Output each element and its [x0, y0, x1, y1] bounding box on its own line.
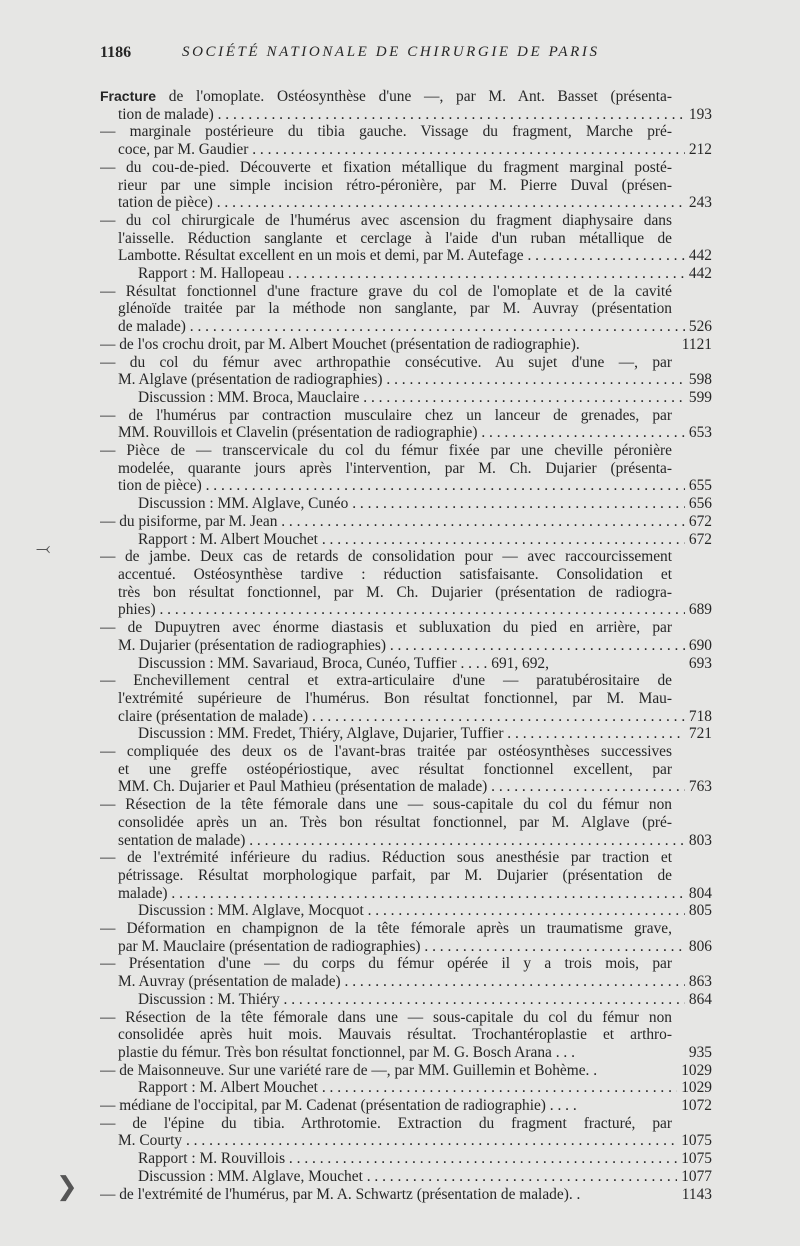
page-header: [100, 44, 710, 68]
index-line-text: — de l'épine du tibia. Arthrotomie. Extraction du fragment fracturé, par: [100, 1114, 672, 1132]
index-line-text: — du cou-de-pied. Découverte et fixation métallique du fragment marginal posté-: [100, 158, 672, 176]
index-line-text: — de l'humérus par contraction musculaire chez un lanceur de grenades, par: [100, 406, 672, 424]
index-line: [100, 1150, 712, 1168]
index-line-text: très bon résultat fonctionnel, par M. Ch. Dujarier (présentation de radiogra-: [118, 583, 672, 601]
index-line: [100, 460, 712, 478]
index-line-text: M. Courty: [118, 1132, 183, 1150]
page-reference: 599: [685, 389, 712, 407]
index-line: [100, 1132, 712, 1150]
index-line: [100, 867, 712, 885]
page-reference: 1075: [677, 1150, 712, 1168]
index-line-text: Rapport : M. Albert Mouchet: [138, 1079, 318, 1097]
index-line-text: Discussion : M. Thiéry: [138, 990, 280, 1008]
index-line: [100, 513, 712, 531]
index-line: [100, 761, 712, 779]
index-line-text: pétrissage. Résultat morphologique parfait, par M. Dujarier (présentation de: [118, 866, 672, 884]
index-line: [100, 123, 712, 141]
index-line: [100, 442, 712, 460]
index-line-text: l'aisselle. Réduction sanglante et cerclage à l'aide d'un ruban métallique de: [118, 229, 672, 247]
index-line: [100, 796, 712, 814]
index-line: [100, 212, 712, 230]
index-line: [100, 814, 712, 832]
page-reference: 653: [685, 424, 712, 442]
index-line-text: MM. Ch. Dujarier et Paul Mathieu (présentation de malade): [118, 778, 488, 796]
index-line: [100, 141, 712, 159]
page-reference: 1121: [678, 336, 712, 354]
index-line-text: tion de pièce): [118, 477, 202, 495]
index-line-text: Discussion : MM. Savariaud, Broca, Cunéo, Tuffier . . . . 691, 692,: [138, 654, 549, 672]
index-line-text: Lambotte. Résultat excellent en un mois et demi, par M. Autefage: [118, 247, 524, 265]
index-line: [100, 902, 712, 920]
index-line-text: Discussion : MM. Alglave, Mocquot: [138, 902, 364, 920]
index-line: [100, 300, 712, 318]
index-line: [100, 1009, 712, 1027]
index-line-text: — de Dupuytren avec énorme diastasis et subluxation du pied en arrière, par: [100, 619, 672, 637]
page-reference: 212: [685, 141, 712, 159]
index-line-text: malade): [118, 884, 168, 902]
index-line-text: l'extrémité supérieure de l'humérus. Bon résultat fonctionnel, par M. Mau-: [118, 689, 672, 707]
index-line-text: — de l'extrémité de l'humérus, par M. A. Schwartz (présentation de malade). .: [100, 1185, 581, 1203]
page-reference: 655: [685, 477, 712, 495]
index-line: [100, 1115, 712, 1133]
index-line-text: Rapport : M. Albert Mouchet: [138, 530, 318, 548]
index-line-text: Rapport : M. Rouvillois: [138, 1150, 286, 1168]
index-line: [100, 354, 712, 372]
index-line-text: coce, par M. Gaudier: [118, 141, 249, 159]
index-line-text: — de Maisonneuve. Sur une variété rare de —, par MM. Guillemin et Bohème. .: [100, 1061, 598, 1079]
index-line: [100, 265, 712, 283]
index-heading-word: Fracture: [100, 88, 157, 104]
index-line: [100, 477, 712, 495]
index-line: [100, 159, 712, 177]
index-line-text: — Déformation en champignon de la tête fémorale après un traumatisme grave,: [100, 920, 672, 938]
index-line: [100, 690, 712, 708]
page-reference: 442: [685, 265, 712, 283]
page-reference: 193: [685, 106, 712, 124]
index-line: [100, 938, 712, 956]
index-line-text: sentation de malade): [118, 831, 246, 849]
index-line: [100, 1062, 712, 1080]
page-reference: 656: [685, 495, 712, 513]
index-line-text: — du col chirurgicale de l'humérus avec ascension du fragment diaphysaire dans: [100, 211, 672, 229]
index-line-text: — Résection de la tête fémorale dans une — sous-capitale du col du fémur non: [100, 1008, 672, 1026]
margin-bottom-mark: ❯: [56, 1172, 78, 1202]
index-line-text: MM. Rouvillois et Clavelin (présentation de radiographie): [118, 424, 478, 442]
index-line-text: accentué. Ostéosynthèse tardive : réduction satisfaisante. Consolidation et: [118, 565, 672, 583]
index-line: [100, 548, 712, 566]
index-line: [100, 619, 712, 637]
index-line: [100, 991, 712, 1009]
index-line-text: claire (présentation de malade): [118, 707, 309, 725]
index-line: [100, 1097, 712, 1115]
index-line: [100, 708, 712, 726]
index-line: [100, 725, 712, 743]
index-line-text: M. Auvray (présentation de malade): [118, 973, 341, 991]
page-reference: 693: [685, 655, 712, 673]
index-line-text: Discussion : MM. Alglave, Mouchet: [138, 1167, 363, 1185]
page-reference: 690: [685, 637, 712, 655]
page-reference: 806: [685, 938, 712, 956]
page-reference: 763: [685, 778, 712, 796]
index-line: [100, 495, 712, 513]
page-reference: 1077: [677, 1168, 712, 1186]
index-line: [100, 955, 712, 973]
index-line-text: — Résultat fonctionnel d'une fracture grave du col de l'omoplate et de la cavité: [100, 282, 672, 300]
index-line: [100, 1044, 712, 1062]
index-line-text: M. Dujarier (présentation de radiographies): [118, 636, 386, 654]
page-reference: 1075: [677, 1132, 712, 1150]
page-reference: 442: [685, 247, 712, 265]
index-line: [100, 106, 712, 124]
page-reference: 1029: [677, 1079, 712, 1097]
page-reference: 243: [685, 194, 712, 212]
page-reference: 526: [685, 318, 712, 336]
index-line-text: — du col du fémur avec arthropathie consécutive. Au sujet d'une —, par: [100, 353, 672, 371]
index-line: [100, 1168, 712, 1186]
page-number: 1186: [100, 44, 132, 61]
index-line: [100, 247, 712, 265]
index-line-text: — Résection de la tête fémorale dans une — sous-capitale du col du fémur non: [100, 796, 672, 814]
page-reference: 689: [685, 601, 712, 619]
page-reference: 1072: [677, 1097, 712, 1115]
index-line-text: Discussion : MM. Fredet, Thiéry, Alglave, Dujarier, Tuffier: [138, 725, 504, 743]
page-reference: 864: [685, 991, 712, 1009]
index-line: [100, 973, 712, 991]
index-line: [100, 318, 712, 336]
index-line-text: modelée, quarante jours après l'intervention, par M. Ch. Dujarier (présenta-: [118, 459, 672, 477]
page-reference: 803: [685, 832, 712, 850]
index-line-text: Discussion : MM. Alglave, Cunéo: [138, 495, 349, 513]
index-line: [100, 424, 712, 442]
index-line: [100, 920, 712, 938]
page-reference: 718: [685, 708, 712, 726]
index-line: [100, 407, 712, 425]
index-line: [100, 371, 712, 389]
index-line: [100, 336, 712, 354]
index-line: [100, 1079, 712, 1097]
index-line-text: — compliquée des deux os de l'avant-bras traitée par ostéosynthèses successives: [100, 743, 672, 761]
index-line: [100, 743, 712, 761]
index-line: [100, 672, 712, 690]
index-line: [100, 283, 712, 301]
page-reference: 805: [685, 902, 712, 920]
running-title: SOCIÉTÉ NATIONALE DE CHIRURGIE DE PARIS: [182, 44, 600, 60]
page-reference: 598: [685, 371, 712, 389]
index-line: [100, 637, 712, 655]
page-reference: 721: [685, 725, 712, 743]
index-line: [100, 177, 712, 195]
page-reference: 863: [685, 973, 712, 991]
index-line: [100, 230, 712, 248]
index-line-text: M. Alglave (présentation de radiographies): [118, 371, 383, 389]
index-line-text: Rapport : M. Hallopeau: [138, 265, 285, 283]
page-reference: 1029: [677, 1062, 712, 1080]
index-line: [100, 885, 712, 903]
index-line: [100, 584, 712, 602]
index-line-text: et une greffe ostéopériostique, avec résultat fonctionnel excellent, par: [118, 760, 672, 778]
index-line: [100, 655, 712, 673]
margin-arrow-mark: ⤙: [36, 538, 51, 559]
page-reference: 935: [685, 1044, 712, 1062]
index-line-text: par M. Mauclaire (présentation de radiographies): [118, 937, 421, 955]
index-line-text: rieur par une simple incision rétro-péronière, par M. Pierre Duval (présen-: [118, 176, 672, 194]
index-list: [100, 88, 712, 1203]
index-line-text: consolidée après huit mois. Mauvais résultat. Trochantéroplastie et arthro-: [118, 1026, 672, 1044]
index-line-text: — de l'os crochu droit, par M. Albert Mouchet (présentation de radiographie).: [100, 335, 580, 353]
index-line-text: — médiane de l'occipital, par M. Cadenat (présentation de radiographie) . . . .: [100, 1097, 577, 1115]
index-line-text: — du pisiforme, par M. Jean: [100, 512, 278, 530]
index-line: [100, 1186, 712, 1204]
index-line: [100, 566, 712, 584]
index-line-text: — Enchevillement central et extra-articulaire d'une — paratubérositaire de: [100, 672, 672, 690]
index-line-text: de l'omoplate. Ostéosynthèse d'une —, par M. Ant. Basset (présenta-: [168, 88, 672, 105]
index-line-text: de malade): [118, 318, 186, 336]
index-line: [100, 194, 712, 212]
index-line: [100, 832, 712, 850]
index-line: [100, 88, 712, 106]
index-line-text: — Pièce de — transcervicale du col du fémur fixée par une cheville péronière: [100, 442, 672, 460]
index-line: [100, 601, 712, 619]
index-line-text: tion de malade): [118, 105, 214, 123]
index-line-text: glénoïde traitée par la méthode non sanglante, par M. Auvray (présentation: [118, 300, 672, 318]
index-line: [100, 531, 712, 549]
index-line-text: phies): [118, 601, 156, 619]
index-line: [100, 849, 712, 867]
index-line: [100, 1026, 712, 1044]
page-reference: 672: [685, 513, 712, 531]
index-line-text: consolidée après un an. Très bon résultat fonctionnel, par M. Alglave (pré-: [118, 813, 672, 831]
index-line-text: Discussion : MM. Broca, Mauclaire: [138, 388, 360, 406]
index-line-text: — Présentation d'une — du corps du fémur opérée il y a trois mois, par: [100, 955, 672, 973]
index-line: [100, 389, 712, 407]
page-reference: 804: [685, 885, 712, 903]
index-line: [100, 778, 712, 796]
index-line-text: — de l'extrémité inférieure du radius. Réduction sous anesthésie par traction et: [100, 849, 672, 867]
index-line-text: — marginale postérieure du tibia gauche. Vissage du fragment, Marche pré-: [100, 123, 672, 141]
page-reference: 672: [685, 531, 712, 549]
index-line-text: — de jambe. Deux cas de retards de consolidation pour — avec raccourcissement: [100, 548, 672, 566]
page-reference: 1143: [678, 1186, 712, 1204]
index-line-text: plastie du fémur. Très bon résultat fonctionnel, par M. G. Bosch Arana . . .: [118, 1043, 575, 1061]
index-line-text: tation de pièce): [118, 194, 213, 212]
